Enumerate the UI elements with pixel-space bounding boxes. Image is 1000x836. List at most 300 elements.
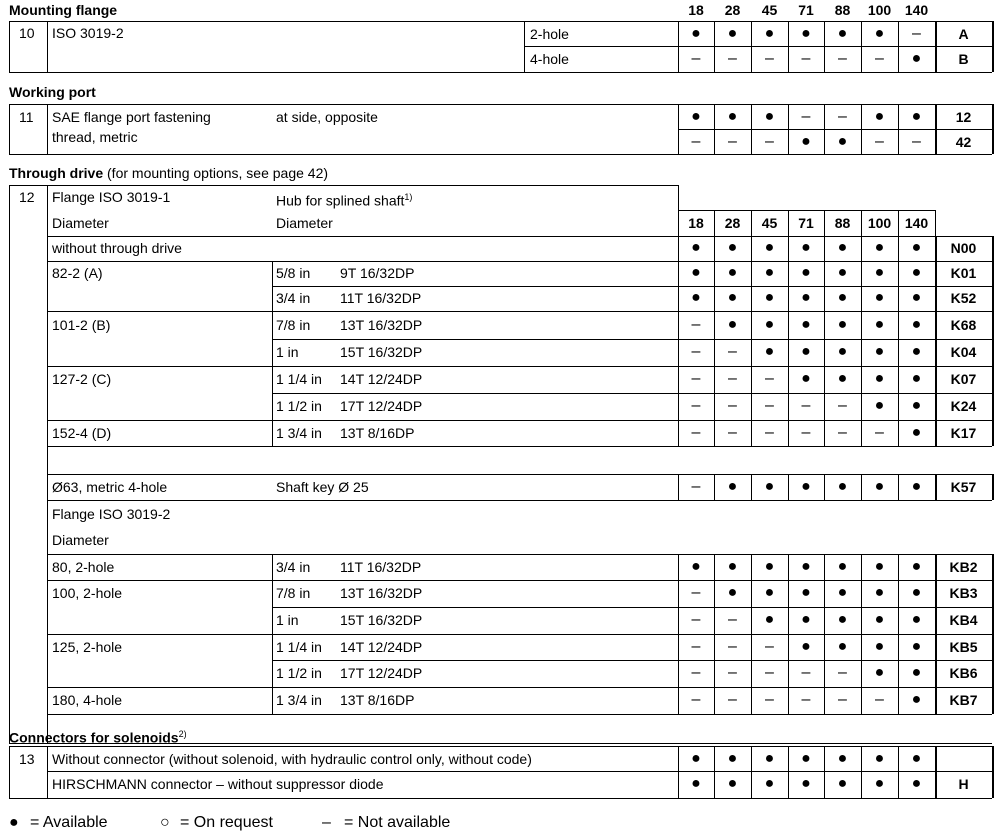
rule — [861, 210, 862, 236]
rule — [272, 286, 992, 287]
available-dot: ● — [911, 316, 922, 333]
rule — [678, 474, 679, 500]
rule — [714, 236, 715, 446]
rule — [898, 236, 899, 446]
available-dot: ● — [874, 397, 885, 414]
rule — [9, 72, 992, 73]
available-dot: ● — [874, 775, 885, 792]
not-available-dash: – — [838, 691, 847, 708]
working-desc-1: SAE flange port fastening — [52, 109, 211, 125]
order-code: N00 — [950, 240, 977, 256]
rule — [935, 210, 936, 236]
rule — [47, 771, 992, 772]
available-dot: ● — [727, 750, 738, 767]
not-available-dash: – — [728, 370, 737, 387]
not-available-dash: – — [801, 397, 811, 414]
flange-header: Flange ISO 3019-1 — [52, 189, 171, 205]
order-code: KB3 — [949, 585, 978, 601]
through-flange: Ø63, metric 4-hole — [52, 479, 168, 495]
through-diameter: 3/4 in — [276, 559, 311, 575]
rule — [47, 420, 992, 421]
available-dot: ● — [727, 25, 738, 42]
available-dot: ● — [837, 750, 848, 767]
available-dot: ● — [801, 750, 811, 767]
available-dot: ● — [911, 750, 922, 767]
not-available-dash: – — [691, 611, 701, 628]
rule — [824, 210, 825, 236]
available-dot: ● — [911, 478, 922, 495]
size-col-45: 45 — [761, 2, 778, 18]
through-diameter: 1 1/2 in — [276, 398, 322, 414]
available-dot: ● — [911, 264, 922, 281]
available-dot: ● — [727, 478, 738, 495]
available-dot: ● — [801, 638, 811, 655]
section-title-through — [9, 164, 328, 182]
rule — [47, 311, 992, 312]
available-dot: ● — [874, 478, 885, 495]
size-col-71: 71 — [798, 2, 814, 18]
not-available-dash: – — [765, 370, 774, 387]
size-col-2-100: 100 — [867, 215, 892, 231]
rule — [824, 236, 825, 446]
not-available-dash: – — [875, 424, 884, 441]
available-dot: ● — [911, 289, 922, 306]
available-dot: ● — [837, 370, 848, 387]
available-dot: ● — [764, 239, 775, 256]
available-dot: ● — [764, 584, 775, 601]
rule — [714, 210, 715, 236]
order-code: A — [958, 26, 969, 42]
available-dot: ● — [764, 316, 775, 333]
not-available-dash: – — [801, 424, 811, 441]
available-dot: ● — [874, 239, 885, 256]
available-dot: ● — [911, 638, 922, 655]
rule — [751, 210, 752, 236]
available-dot: ● — [911, 558, 922, 575]
through-spline: 17T 12/24DP — [340, 665, 423, 681]
hub-diameter-header: Diameter — [276, 215, 333, 231]
rule — [47, 554, 992, 555]
available-dot: ● — [801, 25, 811, 42]
through-spline: 11T 16/32DP — [340, 290, 422, 306]
rule — [47, 580, 992, 581]
rule — [714, 474, 715, 500]
order-code: KB5 — [949, 639, 978, 655]
through-diameter: 1 1/4 in — [276, 639, 322, 655]
available-dot: ● — [874, 264, 885, 281]
flange2-header: Flange ISO 3019-2 — [52, 506, 171, 522]
not-available-dash: – — [875, 50, 884, 67]
not-available-dash: – — [691, 478, 701, 495]
through-spline: 13T 8/16DP — [340, 692, 415, 708]
not-available-dash: – — [691, 691, 701, 708]
through-diameter: 3/4 in — [276, 290, 311, 306]
through-flange: 127-2 (C) — [52, 371, 112, 387]
rule — [788, 474, 789, 500]
available-dot: ● — [911, 584, 922, 601]
through-flange: 180, 4-hole — [52, 692, 123, 708]
available-dot: ● — [801, 289, 811, 306]
through-flange: 80, 2-hole — [52, 559, 115, 575]
rule — [678, 185, 679, 210]
not-available-dash: – — [838, 50, 847, 67]
available-dot: ● — [801, 343, 811, 360]
not-available-dash: – — [801, 664, 811, 681]
available-dot: ● — [837, 775, 848, 792]
rule — [47, 474, 992, 475]
rule — [751, 554, 752, 714]
order-code: B — [958, 51, 969, 67]
rule — [861, 236, 862, 446]
legend-request-text: = On request — [180, 814, 273, 831]
available-dot: ● — [911, 343, 922, 360]
hub-header-text: Hub for splined shaft — [276, 192, 405, 209]
not-available-dash: – — [765, 133, 774, 150]
through-spline: 15T 16/32DP — [340, 612, 423, 628]
mounting-desc: ISO 3019-2 — [52, 25, 124, 41]
available-dot: ● — [727, 316, 738, 333]
rule — [714, 554, 715, 714]
section-title-mounting: Mounting flange — [9, 2, 118, 18]
not-available-dash: – — [691, 343, 701, 360]
available-dot: ● — [837, 584, 848, 601]
legend-na-symbol: – — [322, 814, 331, 831]
available-dot: ● — [874, 370, 885, 387]
not-available-dash: – — [875, 691, 884, 708]
size-col-2-71: 71 — [798, 215, 814, 231]
rule — [272, 660, 992, 661]
available-dot: ● — [874, 343, 885, 360]
rule — [47, 500, 992, 501]
rule — [9, 154, 992, 155]
rule — [788, 210, 789, 236]
rule — [678, 210, 679, 236]
diameter2-header: Diameter — [52, 532, 109, 548]
rule — [9, 104, 992, 105]
available-dot: ● — [801, 370, 811, 387]
rule — [272, 393, 992, 394]
order-code: K52 — [950, 290, 977, 306]
available-dot: ● — [911, 691, 922, 708]
available-dot: ● — [727, 239, 738, 256]
available-dot: ● — [874, 558, 885, 575]
not-available-dash: – — [728, 343, 737, 360]
order-code: 12 — [955, 109, 972, 125]
available-dot: ● — [764, 264, 775, 281]
not-available-dash: – — [691, 133, 701, 150]
rule — [992, 104, 994, 154]
order-code: K24 — [950, 398, 977, 414]
through-diameter: 5/8 in — [276, 265, 311, 281]
rule — [272, 261, 273, 446]
available-dot: ● — [764, 750, 775, 767]
available-dot: ● — [837, 478, 848, 495]
size-col-2-28: 28 — [724, 215, 741, 231]
rule — [47, 746, 48, 798]
rule — [47, 634, 992, 635]
order-code: H — [958, 776, 969, 792]
rule — [935, 236, 937, 446]
mounting-option: 2-hole — [530, 26, 569, 42]
rule — [9, 185, 678, 186]
through-diameter: 1 in — [276, 612, 299, 628]
order-code: KB4 — [949, 612, 978, 628]
through-diameter: 1 3/4 in — [276, 692, 322, 708]
rule — [935, 474, 937, 500]
available-dot: ● — [837, 264, 848, 281]
available-dot: ● — [801, 558, 811, 575]
not-available-dash: – — [912, 133, 921, 150]
available-dot: ● — [874, 584, 885, 601]
available-dot: ● — [764, 558, 775, 575]
through-diameter: 7/8 in — [276, 585, 311, 601]
available-dot: ● — [691, 289, 701, 306]
legend-available-text: = Available — [30, 814, 108, 831]
available-dot: ● — [801, 264, 811, 281]
mounting-option: 4-hole — [530, 51, 569, 67]
available-dot: ● — [764, 25, 775, 42]
rule — [524, 46, 678, 47]
not-available-dash: – — [691, 50, 701, 67]
rule — [678, 210, 935, 211]
not-available-dash: – — [765, 424, 774, 441]
through-diameter: 1 3/4 in — [276, 425, 322, 441]
rule — [272, 554, 273, 714]
rule — [824, 554, 825, 714]
rule — [788, 236, 789, 446]
available-dot: ● — [801, 611, 811, 628]
rule — [47, 261, 992, 262]
available-dot: ● — [691, 775, 701, 792]
order-code: KB6 — [949, 665, 978, 681]
not-available-dash: – — [838, 397, 847, 414]
available-dot: ● — [874, 25, 885, 42]
through-spline: 14T 12/24DP — [340, 639, 423, 655]
available-dot: ● — [837, 638, 848, 655]
rule — [788, 554, 789, 714]
available-dot: ● — [691, 25, 701, 42]
rule — [47, 687, 992, 688]
order-code: K04 — [950, 344, 977, 360]
rule — [47, 366, 992, 367]
rule — [992, 236, 994, 446]
available-dot: ● — [727, 108, 738, 125]
rule — [751, 474, 752, 500]
available-dot: ● — [911, 397, 922, 414]
available-dot: ● — [691, 750, 701, 767]
through-diameter: 1 in — [276, 344, 299, 360]
through-flange: 125, 2-hole — [52, 639, 123, 655]
row-num: 10 — [19, 25, 35, 41]
not-available-dash: – — [691, 397, 701, 414]
available-dot: ● — [911, 664, 922, 681]
rule — [992, 474, 994, 500]
through-spline: 11T 16/32DP — [340, 559, 422, 575]
not-available-dash: – — [765, 397, 774, 414]
rule — [9, 798, 992, 799]
rule — [9, 104, 10, 154]
order-code: K01 — [950, 265, 977, 281]
available-dot: ● — [764, 108, 775, 125]
available-dot: ● — [874, 664, 885, 681]
rule — [861, 554, 862, 714]
rule — [861, 474, 862, 500]
not-available-dash: – — [728, 664, 737, 681]
footnote-ref: 2) — [178, 729, 187, 739]
legend-request-symbol: ○ — [160, 814, 170, 831]
rule — [898, 474, 899, 500]
row-num: 13 — [19, 751, 35, 767]
hub-header — [276, 188, 412, 210]
not-available-dash: – — [728, 424, 737, 441]
through-diameter: 7/8 in — [276, 317, 311, 333]
available-dot: ● — [874, 750, 885, 767]
order-code: KB7 — [949, 692, 978, 708]
not-available-dash: – — [691, 370, 701, 387]
rule — [47, 185, 48, 743]
connector-option: Without connector (without solenoid, with hydraulic control only, without code) — [52, 751, 532, 767]
available-dot: ● — [874, 316, 885, 333]
not-available-dash: – — [728, 691, 737, 708]
not-available-dash: – — [728, 611, 737, 628]
not-available-dash: – — [691, 316, 701, 333]
available-dot: ● — [837, 611, 848, 628]
available-dot: ● — [911, 108, 922, 125]
through-diameter: 1 1/4 in — [276, 371, 322, 387]
not-available-dash: – — [838, 108, 847, 125]
rule — [47, 714, 992, 715]
available-dot: ● — [911, 239, 922, 256]
available-dot: ● — [837, 25, 848, 42]
available-dot: ● — [801, 775, 811, 792]
rule — [935, 554, 937, 714]
rule — [272, 607, 992, 608]
not-available-dash: – — [838, 664, 847, 681]
available-dot: ● — [727, 558, 738, 575]
size-col-18: 18 — [688, 2, 704, 18]
not-available-dash: – — [765, 50, 774, 67]
through-title-text: Through drive — [9, 165, 104, 181]
rule — [992, 554, 994, 714]
connector-option: HIRSCHMANN connector – without suppressor diode — [52, 776, 384, 792]
available-dot: ● — [801, 133, 811, 150]
available-dot: ● — [874, 611, 885, 628]
legend-na-text: = Not available — [344, 814, 451, 831]
section-title-connectors — [9, 725, 187, 747]
through-flange: 100, 2-hole — [52, 585, 123, 601]
available-dot: ● — [764, 611, 775, 628]
rule — [47, 446, 992, 447]
footnote-ref: 1) — [404, 192, 413, 202]
not-available-dash: – — [728, 50, 737, 67]
rule — [898, 554, 899, 714]
through-spline: 17T 12/24DP — [340, 398, 423, 414]
through-flange: 82-2 (A) — [52, 265, 103, 281]
size-col-140: 140 — [904, 2, 929, 18]
through-diameter: Shaft key Ø 25 — [276, 479, 369, 495]
available-dot: ● — [764, 775, 775, 792]
not-available-dash: – — [801, 691, 811, 708]
available-dot: ● — [764, 289, 775, 306]
order-code: K68 — [950, 317, 977, 333]
working-desc-2: thread, metric — [52, 129, 138, 145]
rule — [678, 236, 679, 446]
order-code: 42 — [955, 134, 972, 150]
available-dot: ● — [727, 775, 738, 792]
through-spline: 13T 16/32DP — [340, 585, 423, 601]
available-dot: ● — [801, 584, 811, 601]
available-dot: ● — [801, 316, 811, 333]
not-available-dash: – — [801, 50, 811, 67]
not-available-dash: – — [691, 638, 701, 655]
through-flange: 152-4 (D) — [52, 425, 112, 441]
available-dot: ● — [874, 108, 885, 125]
not-available-dash: – — [838, 424, 847, 441]
not-available-dash: – — [765, 691, 774, 708]
not-available-dash: – — [728, 133, 737, 150]
rule — [9, 746, 992, 747]
available-dot: ● — [727, 584, 738, 601]
through-spline: 13T 8/16DP — [340, 425, 415, 441]
size-col-2-18: 18 — [688, 215, 704, 231]
size-col-100: 100 — [867, 2, 892, 18]
available-dot: ● — [691, 264, 701, 281]
rule — [751, 236, 752, 446]
available-dot: ● — [764, 478, 775, 495]
row-num: 12 — [19, 189, 35, 205]
rule — [9, 746, 10, 798]
legend-available-symbol: ● — [9, 814, 19, 831]
rule — [47, 104, 48, 154]
order-code: K17 — [950, 425, 977, 441]
available-dot: ● — [911, 611, 922, 628]
available-dot: ● — [691, 558, 701, 575]
not-available-dash: – — [691, 584, 701, 601]
not-available-dash: – — [912, 25, 921, 42]
through-spline: 15T 16/32DP — [340, 344, 423, 360]
available-dot: ● — [874, 638, 885, 655]
available-dot: ● — [837, 558, 848, 575]
connectors-title-text: Connectors for solenoids — [9, 729, 179, 746]
rule — [992, 21, 994, 72]
available-dot: ● — [911, 424, 922, 441]
available-dot: ● — [911, 50, 922, 67]
available-dot: ● — [801, 239, 811, 256]
available-dot: ● — [837, 289, 848, 306]
rule — [9, 185, 10, 743]
rule — [898, 210, 899, 236]
rule — [992, 746, 994, 798]
through-spline: 13T 16/32DP — [340, 317, 423, 333]
available-dot: ● — [764, 343, 775, 360]
flange-diameter-header: Diameter — [52, 215, 109, 231]
available-dot: ● — [837, 239, 848, 256]
size-col-2-88: 88 — [834, 215, 851, 231]
order-code: KB2 — [949, 559, 978, 575]
through-flange: without through drive — [52, 240, 182, 256]
through-diameter: 1 1/2 in — [276, 665, 322, 681]
rule — [935, 21, 992, 22]
available-dot: ● — [837, 343, 848, 360]
available-dot: ● — [911, 775, 922, 792]
order-code: K57 — [950, 479, 977, 495]
rule — [935, 46, 992, 47]
rule — [678, 129, 992, 130]
size-col-2-140: 140 — [904, 215, 929, 231]
rule — [272, 339, 992, 340]
size-col-2-45: 45 — [761, 215, 778, 231]
available-dot: ● — [837, 133, 848, 150]
